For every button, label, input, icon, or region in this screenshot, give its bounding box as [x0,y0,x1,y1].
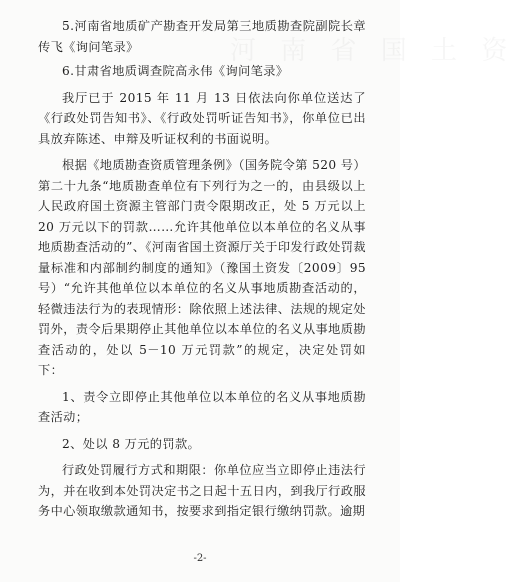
enforcement-paragraph: 行政处罚履行方式和期限：你单位应当立即停止违法行为，并在收到本处罚决定书之日起十五日内，到我厅行政服务中心领取缴款通知书，按要求到指定银行缴纳罚款。逾期 [38,463,366,518]
document-body [38,16,366,526]
evidence-item-6: 6.甘肃省地质调查院高永伟《询问笔录》 [62,64,289,78]
watermark: 河 南 省 国 土 资 [230,36,515,66]
page-number: -2- [193,553,207,564]
legal-basis-paragraph: 根据《地质勘查资质管理条例》（国务院令第 520 号）第二十九条“地质勘查单位有下列行为之一的，由县级以上人民政府国土资源主管部门责令限期改正，处 5 万元以上 20 万元以下的罚款……允许其他单位以本单位的名义从事地质勘查活动的”、《河南省国土资源厅关于印发行政处罚裁量标准和内部制约制度的通知》（豫国土资发〔2009〕95 号）“允许其他单位以本单位的名义从事地质勘查活动的，轻微违法行为的表现情形：除依照上述法律、法规的规定处罚外，责令后果期停止其他单位以本单位的名义从事地质勘查活动的，处以 5－10 万元罚款”的规定，决定处罚如下： [38,158,366,377]
evidence-item-5: 5.河南省地质矿产勘查开发局第三地质勘查院副院长章传飞《询问笔录》 [38,19,366,54]
penalty-item-2: 2、处以 8 万元的罚款。 [62,436,201,451]
notice-paragraph: 我厅已于 2015 年 11 月 13 日依法向你单位送达了《行政处罚告知书》、《行政处罚听证告知书》，你单位已出具放弃陈述、申辩及听证权利的书面说明。 [38,90,366,146]
penalty-item-1: 1、责令立即停止其他单位以本单位的名义从事地质勘查活动； [38,389,366,424]
